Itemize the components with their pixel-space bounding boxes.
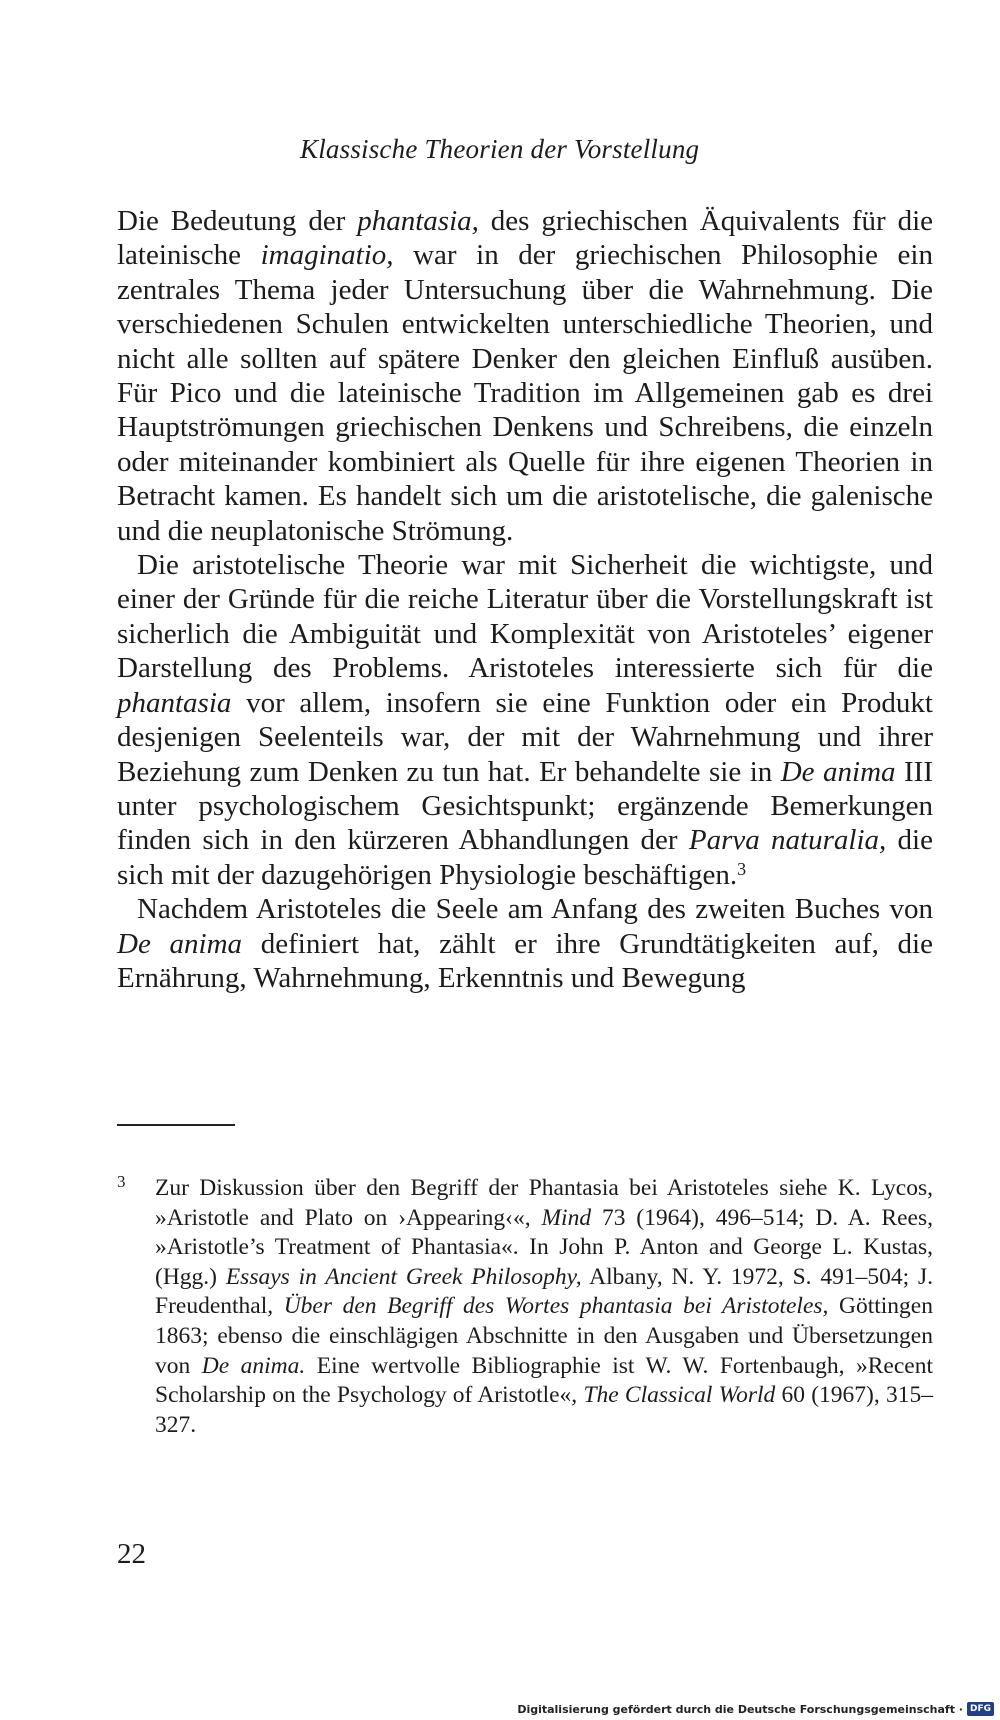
text-span: Eine wertvolle Bibliographie ist W. W. Fortenbaugh, »Recent Scholarship on the Psychology of Aristotle«, <box>155 1352 934 1409</box>
text-span: vor allem, insofern sie eine Funktion oder ein Produkt desjenigen Seelenteils war, der mit der Wahrnehmung und ihrer Beziehung zum Denken zu tun hat. Er behandelte sie in <box>117 686 933 788</box>
page-number: 22 <box>117 1538 146 1570</box>
footnote-number: 3 <box>117 1172 126 1191</box>
text-span: Albany, N. Y. 1972, S. 491–504; J. Freudenthal, <box>155 1263 933 1320</box>
text-span: Nachdem Aristoteles die Seele am Anfang des zweiten Buches von <box>137 893 933 926</box>
footnote <box>117 1174 933 1440</box>
italic-span: De anima. <box>201 1352 306 1379</box>
text-span: des griechischen Äquivalents für die lateinische <box>117 205 933 272</box>
italic-span: imaginatio, <box>260 239 394 272</box>
text-span: 73 (1964), 496–514; D. A. Rees, »Aristotle’s Treatment of Phantasia«. In John P. Anton and George L. Kustas, (Hgg.) <box>155 1204 933 1290</box>
text-span: Die Bedeutung der <box>117 205 358 237</box>
italic-span: De anima <box>780 755 896 788</box>
italic-span: Mind <box>541 1204 592 1231</box>
italic-span: The Classical World <box>583 1382 776 1409</box>
text-span: die sich mit der dazugehörigen Physiologie beschäftigen. <box>117 824 933 891</box>
text-span: Göttingen 1863; ebenso die einschlägigen Abschnitte in den Ausgaben und Übersetzungen von <box>155 1293 933 1379</box>
text-span: Zur Diskussion über den Begriff der Phantasia bei Aristoteles siehe K. Lycos, »Aristotle and Plato on ›Appearing‹«, <box>155 1175 933 1231</box>
footnote-divider <box>117 1124 235 1126</box>
credit-text: Digitalisierung gefördert durch die Deutsche Forschungsgemeinschaft · <box>517 1702 963 1716</box>
text-span: Die aristotelische Theorie war mit Sicherheit die wichtigste, und einer der Gründe für die reiche Literatur über die Vorstellungskraft ist sicherlich die Ambiguität und Komplexität von Aristoteles’ eigener Darstellung des Problems. Aristoteles interessierte sich für die <box>117 549 933 685</box>
italic-span: Über den Begriff des Wortes phantasia bei Aristoteles, <box>283 1293 829 1320</box>
text-span: definiert hat, zählt er ihre Grundtätigkeiten auf, die Ernährung, Wahrnehmung, Erkenntnis und Bewegung <box>117 927 933 994</box>
dfg-logo: DFG <box>967 1702 994 1716</box>
digitization-credit <box>517 1702 994 1716</box>
main-text <box>117 204 933 995</box>
text-span: war in der griechischen Philosophie ein zentrales Thema jeder Untersuchung über die Wahrnehmung. Die verschiedenen Schulen entwickelten unterschiedliche Theorien, und nicht alle sollten auf spätere Denker den gleichen Einfluß ausüben. Für Pico und die lateinische Tradition im Allgemeinen gab es drei Hauptströmungen griechischen Denkens und Schreibens, die einzeln oder miteinander kombiniert als Quelle für ihre eigenen Theorien in Betracht kamen. Es handelt sich um die aristotelische, die galenische und die neuplatonische Strömung. <box>117 239 933 547</box>
text-span: III unter psychologischem Gesichtspunkt; ergänzende Bemerkungen finden sich in den kürzeren Abhandlungen der <box>117 755 933 857</box>
running-header: Klassische Theorien der Vorstellung <box>300 134 700 164</box>
paragraph <box>117 204 933 548</box>
italic-span: phantasia, <box>357 205 479 237</box>
text-span: 60 (1967), 315–327. <box>155 1382 933 1438</box>
italic-span: De anima <box>117 927 243 960</box>
footnote-reference: 3 <box>737 858 747 879</box>
italic-span: Essays in Ancient Greek Philosophy, <box>225 1263 582 1290</box>
italic-span: phantasia <box>117 686 232 719</box>
paragraph <box>117 892 933 995</box>
footnote-text <box>155 1174 933 1440</box>
italic-span: Parva naturalia, <box>688 824 887 857</box>
paragraph <box>117 548 933 892</box>
